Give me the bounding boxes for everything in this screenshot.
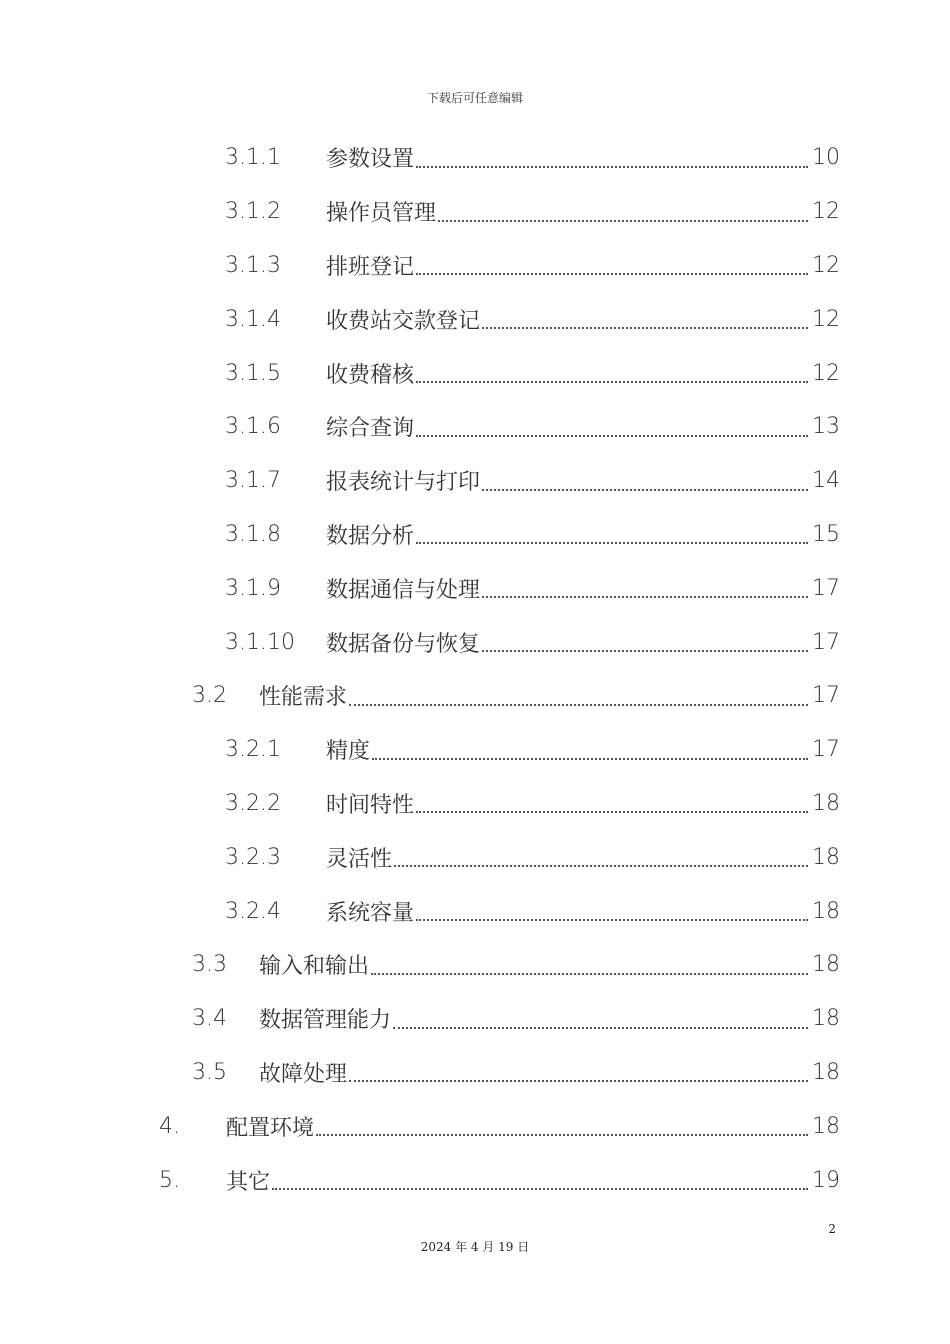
toc-dot-leader bbox=[349, 1080, 808, 1082]
toc-entry-title: 报表统计与打印 bbox=[326, 470, 481, 496]
toc-entry-title: 参数设置 bbox=[326, 147, 415, 173]
toc-entry-page: 17 bbox=[812, 629, 840, 655]
toc-entry-number: 3.2.2 bbox=[225, 790, 281, 816]
toc-entry-number: 3.4 bbox=[192, 1006, 227, 1032]
toc-entry-page: 18 bbox=[812, 1006, 840, 1032]
toc-dot-leader bbox=[416, 542, 808, 544]
toc-entry-page: 12 bbox=[812, 306, 840, 332]
toc-entry[interactable] bbox=[0, 131, 950, 185]
toc-dot-leader bbox=[349, 704, 808, 706]
toc-entry-page: 18 bbox=[812, 952, 840, 978]
toc-entry-page: 18 bbox=[812, 790, 840, 816]
toc-entry-page: 18 bbox=[812, 1059, 840, 1085]
toc-entry[interactable] bbox=[0, 400, 950, 454]
toc-dot-leader bbox=[316, 1134, 808, 1136]
toc-entry[interactable] bbox=[0, 454, 950, 508]
toc-dot-leader bbox=[416, 166, 808, 168]
toc-entry-page: 12 bbox=[812, 252, 840, 278]
toc-entry-title: 配置环境 bbox=[226, 1115, 315, 1141]
toc-entry-page: 12 bbox=[812, 199, 840, 225]
toc-entry-title: 性能需求 bbox=[259, 685, 348, 711]
toc-entry-number: 3.1.4 bbox=[225, 306, 281, 332]
toc-entry-title: 系统容量 bbox=[326, 900, 415, 926]
toc-dot-leader bbox=[394, 865, 808, 867]
page-footer-date: 2024 年 4 月 19 日 bbox=[420, 1240, 530, 1254]
toc-entry-page: 19 bbox=[812, 1167, 840, 1193]
toc-dot-leader bbox=[482, 650, 808, 652]
toc-entry-page: 18 bbox=[812, 1113, 840, 1139]
toc-entry-number: 3.3 bbox=[192, 952, 227, 978]
toc-entry-number: 3.1.5 bbox=[225, 360, 281, 386]
toc-entry-page: 14 bbox=[812, 468, 840, 494]
toc-entry-title: 收费站交款登记 bbox=[326, 308, 481, 334]
toc-entry-title: 其它 bbox=[226, 1169, 271, 1195]
toc-entry[interactable] bbox=[0, 992, 950, 1046]
toc-entry-page: 17 bbox=[812, 737, 840, 763]
toc-dot-leader bbox=[482, 596, 808, 598]
toc-entry[interactable] bbox=[0, 239, 950, 293]
toc-entry[interactable] bbox=[0, 615, 950, 669]
toc-entry-page: 17 bbox=[812, 683, 840, 709]
toc-entry-title: 数据备份与恢复 bbox=[326, 631, 481, 657]
toc-entry-page: 18 bbox=[812, 898, 840, 924]
toc-entry-title: 排班登记 bbox=[326, 254, 415, 280]
toc-entry-title: 输入和输出 bbox=[259, 954, 370, 980]
toc-entry-number: 5. bbox=[159, 1167, 180, 1193]
toc-entry-number: 3.1.3 bbox=[225, 252, 281, 278]
toc-dot-leader bbox=[416, 273, 808, 275]
toc-entry[interactable] bbox=[0, 1046, 950, 1100]
toc-entry-title: 综合查询 bbox=[326, 416, 415, 442]
toc-entry[interactable] bbox=[0, 1153, 950, 1207]
toc-entry-title: 时间特性 bbox=[326, 792, 415, 818]
toc-dot-leader bbox=[482, 489, 808, 491]
toc-entry-number: 3.1.8 bbox=[225, 521, 281, 547]
toc-dot-leader bbox=[416, 381, 808, 383]
toc-entry-number: 4. bbox=[159, 1113, 180, 1139]
toc-entry[interactable] bbox=[0, 508, 950, 562]
toc-dot-leader bbox=[372, 758, 808, 760]
toc-entry[interactable] bbox=[0, 346, 950, 400]
toc-entry-number: 3.2.4 bbox=[225, 898, 281, 924]
toc-entry[interactable] bbox=[0, 938, 950, 992]
toc-entry[interactable] bbox=[0, 1099, 950, 1153]
toc-entry-number: 3.1.7 bbox=[225, 468, 281, 494]
page-number: 2 bbox=[828, 1222, 836, 1236]
toc-dot-leader bbox=[371, 973, 808, 975]
toc-entry-number: 3.1.10 bbox=[225, 629, 295, 655]
toc-entry-page: 10 bbox=[812, 145, 840, 171]
toc-dot-leader bbox=[416, 919, 808, 921]
toc-entry[interactable] bbox=[0, 292, 950, 346]
toc-entry-number: 3.5 bbox=[192, 1059, 227, 1085]
toc-entry-title: 灵活性 bbox=[326, 846, 393, 872]
toc-entry-number: 3.2 bbox=[192, 683, 227, 709]
toc-entry-title: 故障处理 bbox=[259, 1061, 348, 1087]
toc-entry[interactable] bbox=[0, 830, 950, 884]
toc-entry-page: 13 bbox=[812, 414, 840, 440]
toc-entry-title: 数据分析 bbox=[326, 523, 415, 549]
toc-entry[interactable] bbox=[0, 669, 950, 723]
toc-dot-leader bbox=[416, 435, 808, 437]
toc-entry-title: 精度 bbox=[326, 739, 371, 765]
toc-dot-leader bbox=[272, 1188, 808, 1190]
toc-entry[interactable] bbox=[0, 884, 950, 938]
toc-entry-title: 数据管理能力 bbox=[259, 1008, 392, 1034]
toc-entry-title: 收费稽核 bbox=[326, 362, 415, 388]
toc-entry-number: 3.1.9 bbox=[225, 575, 281, 601]
toc-entry-page: 12 bbox=[812, 360, 840, 386]
toc-entry-number: 3.1.6 bbox=[225, 414, 281, 440]
toc-entry[interactable] bbox=[0, 561, 950, 615]
toc-entry-page: 18 bbox=[812, 844, 840, 870]
toc-dot-leader bbox=[438, 220, 808, 222]
toc-entry[interactable] bbox=[0, 185, 950, 239]
toc-entry-number: 3.2.1 bbox=[225, 737, 281, 763]
toc-entry-number: 3.1.1 bbox=[225, 145, 281, 171]
toc-entry[interactable] bbox=[0, 777, 950, 831]
page-header: 下载后可任意编辑 bbox=[426, 91, 523, 105]
toc-entry-page: 17 bbox=[812, 575, 840, 601]
toc-entry-title: 操作员管理 bbox=[326, 201, 437, 227]
toc-dot-leader bbox=[393, 1027, 808, 1029]
toc-entry[interactable] bbox=[0, 723, 950, 777]
toc-entry-page: 15 bbox=[812, 521, 840, 547]
toc-entry-number: 3.1.2 bbox=[225, 199, 281, 225]
toc-dot-leader bbox=[482, 327, 808, 329]
table-of-contents bbox=[0, 131, 950, 1207]
toc-dot-leader bbox=[416, 811, 808, 813]
toc-entry-title: 数据通信与处理 bbox=[326, 577, 481, 603]
toc-entry-number: 3.2.3 bbox=[225, 844, 281, 870]
